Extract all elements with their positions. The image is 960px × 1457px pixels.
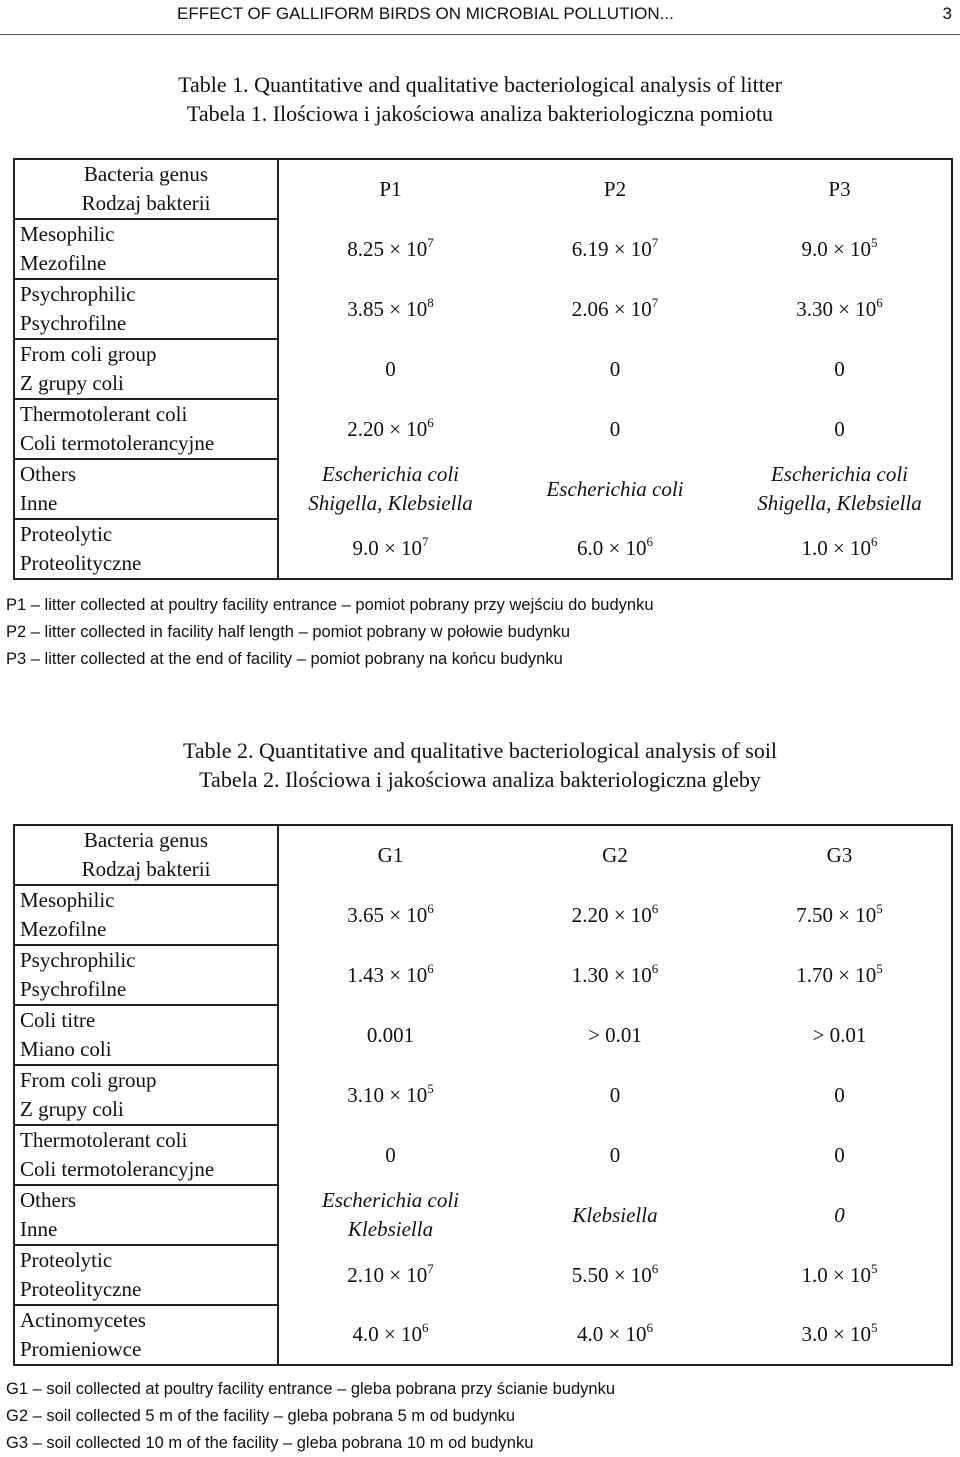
cell-line bbox=[279, 1081, 502, 1110]
cell-line bbox=[502, 534, 728, 563]
table-cell bbox=[728, 1005, 952, 1065]
cell-exponent: 7 bbox=[422, 534, 429, 549]
cell-line bbox=[728, 1021, 951, 1050]
row-label bbox=[14, 1245, 278, 1305]
cell-line bbox=[279, 1320, 502, 1349]
cell-line bbox=[502, 1320, 728, 1349]
row-label-pl: Proteolityczne bbox=[20, 551, 142, 575]
page-number: 3 bbox=[942, 4, 952, 23]
table1-notes bbox=[6, 592, 654, 673]
table2-row bbox=[14, 1005, 952, 1065]
cell-exponent: 6 bbox=[651, 1260, 659, 1276]
row-label-en: Proteolytic bbox=[20, 1248, 113, 1272]
table2-row bbox=[14, 885, 952, 945]
table-cell bbox=[502, 1065, 728, 1125]
cell-value: 0 bbox=[834, 1202, 845, 1227]
row-label-en: From coli group bbox=[20, 1068, 157, 1092]
cell-value: 0 bbox=[834, 416, 845, 441]
cell-line bbox=[728, 1141, 951, 1170]
table-cell bbox=[728, 1185, 952, 1245]
row-label bbox=[14, 1305, 278, 1365]
table1-col-header: P1 bbox=[379, 177, 402, 201]
table-cell bbox=[278, 279, 502, 339]
cell-exponent: 6 bbox=[876, 294, 883, 310]
cell-value: 1.30 × 10 bbox=[571, 962, 652, 987]
row-label-en: Actinomycetes bbox=[20, 1308, 146, 1332]
row-label-pl: Z grupy coli bbox=[20, 371, 124, 395]
cell-value: 9.0 × 10 bbox=[352, 536, 423, 560]
table-cell bbox=[728, 339, 952, 399]
cell-line bbox=[279, 295, 502, 324]
table2-note-g1: G1 – soil collected at poultry facility entrance – gleba pobrana przy ścianie budynku bbox=[6, 1380, 616, 1398]
row-label bbox=[14, 1005, 278, 1065]
row-label-en: Thermotolerant coli bbox=[20, 402, 188, 426]
cell-line bbox=[279, 235, 502, 264]
row-label-en: Others bbox=[20, 1188, 76, 1212]
row-label-pl: Coli termotolerancyjne bbox=[20, 431, 215, 455]
table-cell bbox=[278, 1125, 502, 1185]
row-label-en: From coli group bbox=[20, 342, 157, 366]
cell-exponent: 5 bbox=[871, 234, 878, 250]
table2-row bbox=[14, 1305, 952, 1365]
cell-value: 1.70 × 10 bbox=[796, 962, 877, 987]
table2-col-header: G1 bbox=[377, 843, 404, 867]
table-cell bbox=[728, 1245, 952, 1305]
row-label-pl: Proteolityczne bbox=[20, 1277, 142, 1301]
cell-value: > 0.01 bbox=[812, 1022, 867, 1047]
cell-line bbox=[728, 1081, 951, 1110]
row-label-pl: Miano coli bbox=[20, 1037, 112, 1061]
cell-exponent: 5 bbox=[871, 1260, 878, 1276]
cell-line bbox=[728, 1261, 951, 1290]
cell-value: 6.19 × 10 bbox=[571, 236, 652, 261]
row-label bbox=[14, 1065, 278, 1125]
row-label-en: Coli titre bbox=[20, 1008, 96, 1032]
table-cell bbox=[502, 885, 728, 945]
table-cell bbox=[728, 459, 952, 519]
cell-value: Escherichia coli bbox=[321, 1188, 460, 1212]
table2-notes bbox=[6, 1376, 615, 1457]
cell-line bbox=[728, 235, 951, 264]
cell-line bbox=[728, 534, 951, 563]
table1-row bbox=[14, 279, 952, 339]
running-head bbox=[0, 0, 960, 35]
cell-value: 9.0 × 10 bbox=[801, 236, 872, 261]
table2-header-row bbox=[14, 825, 952, 885]
cell-value: 0 bbox=[609, 1142, 621, 1167]
cell-line bbox=[502, 475, 728, 504]
cell-value: 0 bbox=[609, 356, 621, 381]
row-label-pl: Inne bbox=[20, 491, 58, 515]
table-cell bbox=[502, 339, 728, 399]
cell-value: 0 bbox=[834, 1142, 845, 1167]
cell-line bbox=[728, 961, 951, 990]
row-label-en: Mesophilic bbox=[20, 222, 115, 246]
cell-line bbox=[728, 1320, 951, 1349]
cell-exponent: 6 bbox=[871, 534, 878, 549]
table-cell bbox=[502, 1245, 728, 1305]
cell-exponent: 6 bbox=[427, 960, 434, 976]
cell-line bbox=[279, 1141, 502, 1170]
table2-caption-en: Table 2. Quantitative and qualitative bacteriological analysis of soil bbox=[182, 738, 778, 763]
cell-value: > 0.01 bbox=[588, 1022, 642, 1047]
cell-line bbox=[502, 1201, 728, 1230]
cell-value: 3.10 × 10 bbox=[347, 1082, 428, 1107]
cell-exponent: 5 bbox=[876, 960, 883, 976]
table1-note-p3: P3 – litter collected at the end of facility – pomiot pobrany na końcu budynku bbox=[6, 650, 563, 668]
cell-line bbox=[728, 355, 951, 384]
table1-row bbox=[14, 219, 952, 279]
row-label-pl: Z grupy coli bbox=[20, 1097, 124, 1121]
table1-caption-pl: Tabela 1. Ilościowa i jakościowa analiza bakteriologiczna pomiotu bbox=[186, 101, 774, 126]
cell-exponent: 5 bbox=[876, 900, 883, 916]
cell-line bbox=[279, 460, 502, 489]
cell-value: 0 bbox=[385, 356, 396, 381]
table2-caption bbox=[0, 736, 960, 794]
row-label-en: Proteolytic bbox=[20, 522, 113, 546]
table-cell bbox=[502, 1005, 728, 1065]
table2-row bbox=[14, 1245, 952, 1305]
table-cell bbox=[502, 399, 728, 459]
cell-exponent: 7 bbox=[427, 1260, 434, 1276]
table-cell bbox=[278, 1005, 502, 1065]
cell-line bbox=[502, 235, 728, 264]
cell-second-line: Shigella, Klebsiella bbox=[308, 491, 473, 515]
cell-line bbox=[728, 460, 951, 489]
table1-header-row bbox=[14, 159, 952, 219]
table-cell bbox=[502, 459, 728, 519]
row-label bbox=[14, 219, 278, 279]
cell-line bbox=[279, 1261, 502, 1290]
row-label-pl: Inne bbox=[20, 1217, 58, 1241]
cell-value: 3.0 × 10 bbox=[801, 1322, 872, 1346]
table1-header-label bbox=[14, 159, 278, 219]
table1-row bbox=[14, 519, 952, 579]
cell-value: 0 bbox=[834, 1082, 845, 1107]
cell-exponent: 6 bbox=[427, 900, 434, 916]
table-cell bbox=[502, 1305, 728, 1365]
cell-value: 0 bbox=[609, 416, 621, 441]
header-label-pl: Rodzaj bakterii bbox=[81, 857, 211, 881]
table1-note-p1: P1 – litter collected at poultry facility entrance – pomiot pobrany przy wejściu do budynku bbox=[6, 596, 654, 614]
cell-exponent: 7 bbox=[651, 294, 659, 310]
cell-value: 7.50 × 10 bbox=[796, 902, 877, 927]
cell-value: Escherichia coli bbox=[770, 462, 909, 486]
header-label-pl: Rodzaj bakterii bbox=[81, 191, 211, 215]
table-cell bbox=[728, 279, 952, 339]
table-cell bbox=[728, 1305, 952, 1365]
row-label bbox=[14, 339, 278, 399]
cell-line bbox=[728, 1201, 951, 1230]
cell-line bbox=[279, 1021, 502, 1050]
table-cell bbox=[278, 945, 502, 1005]
cell-value: 0 bbox=[385, 1142, 396, 1167]
cell-value: 2.10 × 10 bbox=[347, 1262, 428, 1287]
table-cell bbox=[728, 1125, 952, 1185]
table-cell bbox=[502, 945, 728, 1005]
cell-value: 0 bbox=[834, 356, 845, 381]
cell-line bbox=[279, 961, 502, 990]
cell-value: 1.43 × 10 bbox=[347, 962, 428, 987]
cell-exponent: 5 bbox=[871, 1320, 878, 1335]
cell-value: 2.20 × 10 bbox=[347, 416, 428, 441]
cell-line bbox=[728, 295, 951, 324]
cell-line bbox=[502, 1021, 728, 1050]
table1 bbox=[13, 158, 953, 580]
table2-col-header: G3 bbox=[826, 843, 853, 867]
table2-row bbox=[14, 945, 952, 1005]
cell-exponent: 8 bbox=[427, 294, 434, 310]
cell-value: 2.20 × 10 bbox=[571, 902, 652, 927]
table1-caption-en: Table 1. Quantitative and qualitative bacteriological analysis of litter bbox=[178, 72, 782, 97]
cell-value: 3.85 × 10 bbox=[347, 296, 428, 321]
table2-col-header: G2 bbox=[602, 843, 628, 867]
cell-exponent: 6 bbox=[646, 534, 654, 549]
cell-line bbox=[279, 355, 502, 384]
row-label-en: Others bbox=[20, 462, 76, 486]
row-label-pl: Promieniowce bbox=[20, 1337, 142, 1361]
cell-value: Escherichia coli bbox=[546, 476, 684, 501]
cell-line bbox=[279, 1186, 502, 1215]
table-cell bbox=[502, 219, 728, 279]
row-label bbox=[14, 519, 278, 579]
cell-exponent: 6 bbox=[422, 1320, 429, 1335]
cell-line bbox=[502, 295, 728, 324]
cell-exponent: 6 bbox=[427, 414, 434, 430]
table-cell bbox=[728, 885, 952, 945]
header-label-en: Bacteria genus bbox=[83, 828, 209, 852]
table-cell bbox=[278, 399, 502, 459]
table-cell bbox=[278, 1245, 502, 1305]
cell-line bbox=[728, 901, 951, 930]
cell-line bbox=[502, 355, 728, 384]
row-label-pl: Mezofilne bbox=[20, 251, 107, 275]
cell-exponent: 6 bbox=[651, 900, 659, 916]
row-label-pl: Mezofilne bbox=[20, 917, 107, 941]
table-cell bbox=[502, 1185, 728, 1245]
row-label bbox=[14, 279, 278, 339]
row-label bbox=[14, 459, 278, 519]
table-cell bbox=[728, 945, 952, 1005]
cell-line bbox=[502, 961, 728, 990]
cell-value: 1.0 × 10 bbox=[801, 1262, 872, 1287]
cell-value: 1.0 × 10 bbox=[801, 536, 872, 560]
table1-col-header: P3 bbox=[828, 177, 851, 201]
cell-line bbox=[279, 901, 502, 930]
cell-value: 3.30 × 10 bbox=[796, 296, 877, 321]
cell-line bbox=[502, 415, 728, 444]
table-cell bbox=[278, 339, 502, 399]
cell-line bbox=[502, 1261, 728, 1290]
table-cell bbox=[278, 519, 502, 579]
table2-header-label bbox=[14, 825, 278, 885]
table-cell bbox=[278, 219, 502, 279]
cell-second-line: Shigella, Klebsiella bbox=[757, 491, 922, 515]
row-label bbox=[14, 1125, 278, 1185]
table-cell bbox=[728, 399, 952, 459]
cell-line bbox=[502, 901, 728, 930]
cell-exponent: 7 bbox=[427, 234, 434, 250]
cell-value: 8.25 × 10 bbox=[347, 236, 428, 261]
table2 bbox=[13, 824, 953, 1366]
table-cell bbox=[502, 279, 728, 339]
row-label-en: Psychrophilic bbox=[20, 948, 136, 972]
row-label bbox=[14, 945, 278, 1005]
table1-row bbox=[14, 459, 952, 519]
cell-value: 3.65 × 10 bbox=[347, 902, 428, 927]
row-label-pl: Coli termotolerancyjne bbox=[20, 1157, 215, 1181]
running-head-title: EFFECT OF GALLIFORM BIRDS ON MICROBIAL POLLUTION... bbox=[177, 4, 674, 23]
table2-row bbox=[14, 1065, 952, 1125]
cell-value: 5.50 × 10 bbox=[571, 1262, 652, 1287]
table2-note-g2: G2 – soil collected 5 m of the facility – gleba pobrana 5 m od budynku bbox=[6, 1407, 516, 1425]
row-label bbox=[14, 885, 278, 945]
table1-col-header: P2 bbox=[603, 177, 627, 201]
table1-caption bbox=[0, 70, 960, 128]
table-cell bbox=[278, 1185, 502, 1245]
cell-value: 2.06 × 10 bbox=[571, 296, 652, 321]
table-cell bbox=[278, 1065, 502, 1125]
table2-note-g3: G3 – soil collected 10 m of the facility – gleba pobrana 10 m od budynku bbox=[6, 1434, 534, 1452]
row-label-pl: Psychrofilne bbox=[20, 977, 127, 1001]
cell-value: 4.0 × 10 bbox=[352, 1322, 423, 1346]
table-cell bbox=[502, 1125, 728, 1185]
table2-caption-pl: Tabela 2. Ilościowa i jakościowa analiza bakteriologiczna gleby bbox=[199, 767, 761, 792]
row-label-pl: Psychrofilne bbox=[20, 311, 127, 335]
table2-row bbox=[14, 1185, 952, 1245]
table-cell bbox=[278, 459, 502, 519]
table-cell bbox=[728, 519, 952, 579]
table1-note-p2: P2 – litter collected in facility half length – pomiot pobrany w połowie budynku bbox=[6, 623, 571, 641]
cell-exponent: 6 bbox=[646, 1320, 654, 1335]
table2-row bbox=[14, 1125, 952, 1185]
table1-row bbox=[14, 339, 952, 399]
cell-value: 0.001 bbox=[366, 1022, 415, 1047]
cell-line bbox=[279, 415, 502, 444]
cell-exponent: 7 bbox=[651, 234, 659, 250]
cell-value: 4.0 × 10 bbox=[576, 1322, 647, 1346]
table-cell bbox=[502, 519, 728, 579]
cell-value: Klebsiella bbox=[572, 1202, 658, 1227]
cell-line bbox=[502, 1141, 728, 1170]
table-cell bbox=[278, 885, 502, 945]
cell-exponent: 5 bbox=[427, 1080, 434, 1096]
cell-line bbox=[279, 534, 502, 563]
cell-exponent: 6 bbox=[651, 960, 659, 976]
row-label-en: Thermotolerant coli bbox=[20, 1128, 188, 1152]
table-cell bbox=[728, 1065, 952, 1125]
row-label bbox=[14, 1185, 278, 1245]
row-label-en: Mesophilic bbox=[20, 888, 115, 912]
table1-row bbox=[14, 399, 952, 459]
cell-value: 6.0 × 10 bbox=[576, 536, 647, 560]
cell-line bbox=[728, 415, 951, 444]
cell-second-line: Klebsiella bbox=[347, 1217, 434, 1241]
header-label-en: Bacteria genus bbox=[83, 162, 209, 186]
table-cell bbox=[278, 1305, 502, 1365]
row-label bbox=[14, 399, 278, 459]
cell-value: 0 bbox=[609, 1082, 621, 1107]
row-label-en: Psychrophilic bbox=[20, 282, 136, 306]
cell-value: Escherichia coli bbox=[321, 462, 460, 486]
cell-line bbox=[502, 1081, 728, 1110]
table-cell bbox=[728, 219, 952, 279]
